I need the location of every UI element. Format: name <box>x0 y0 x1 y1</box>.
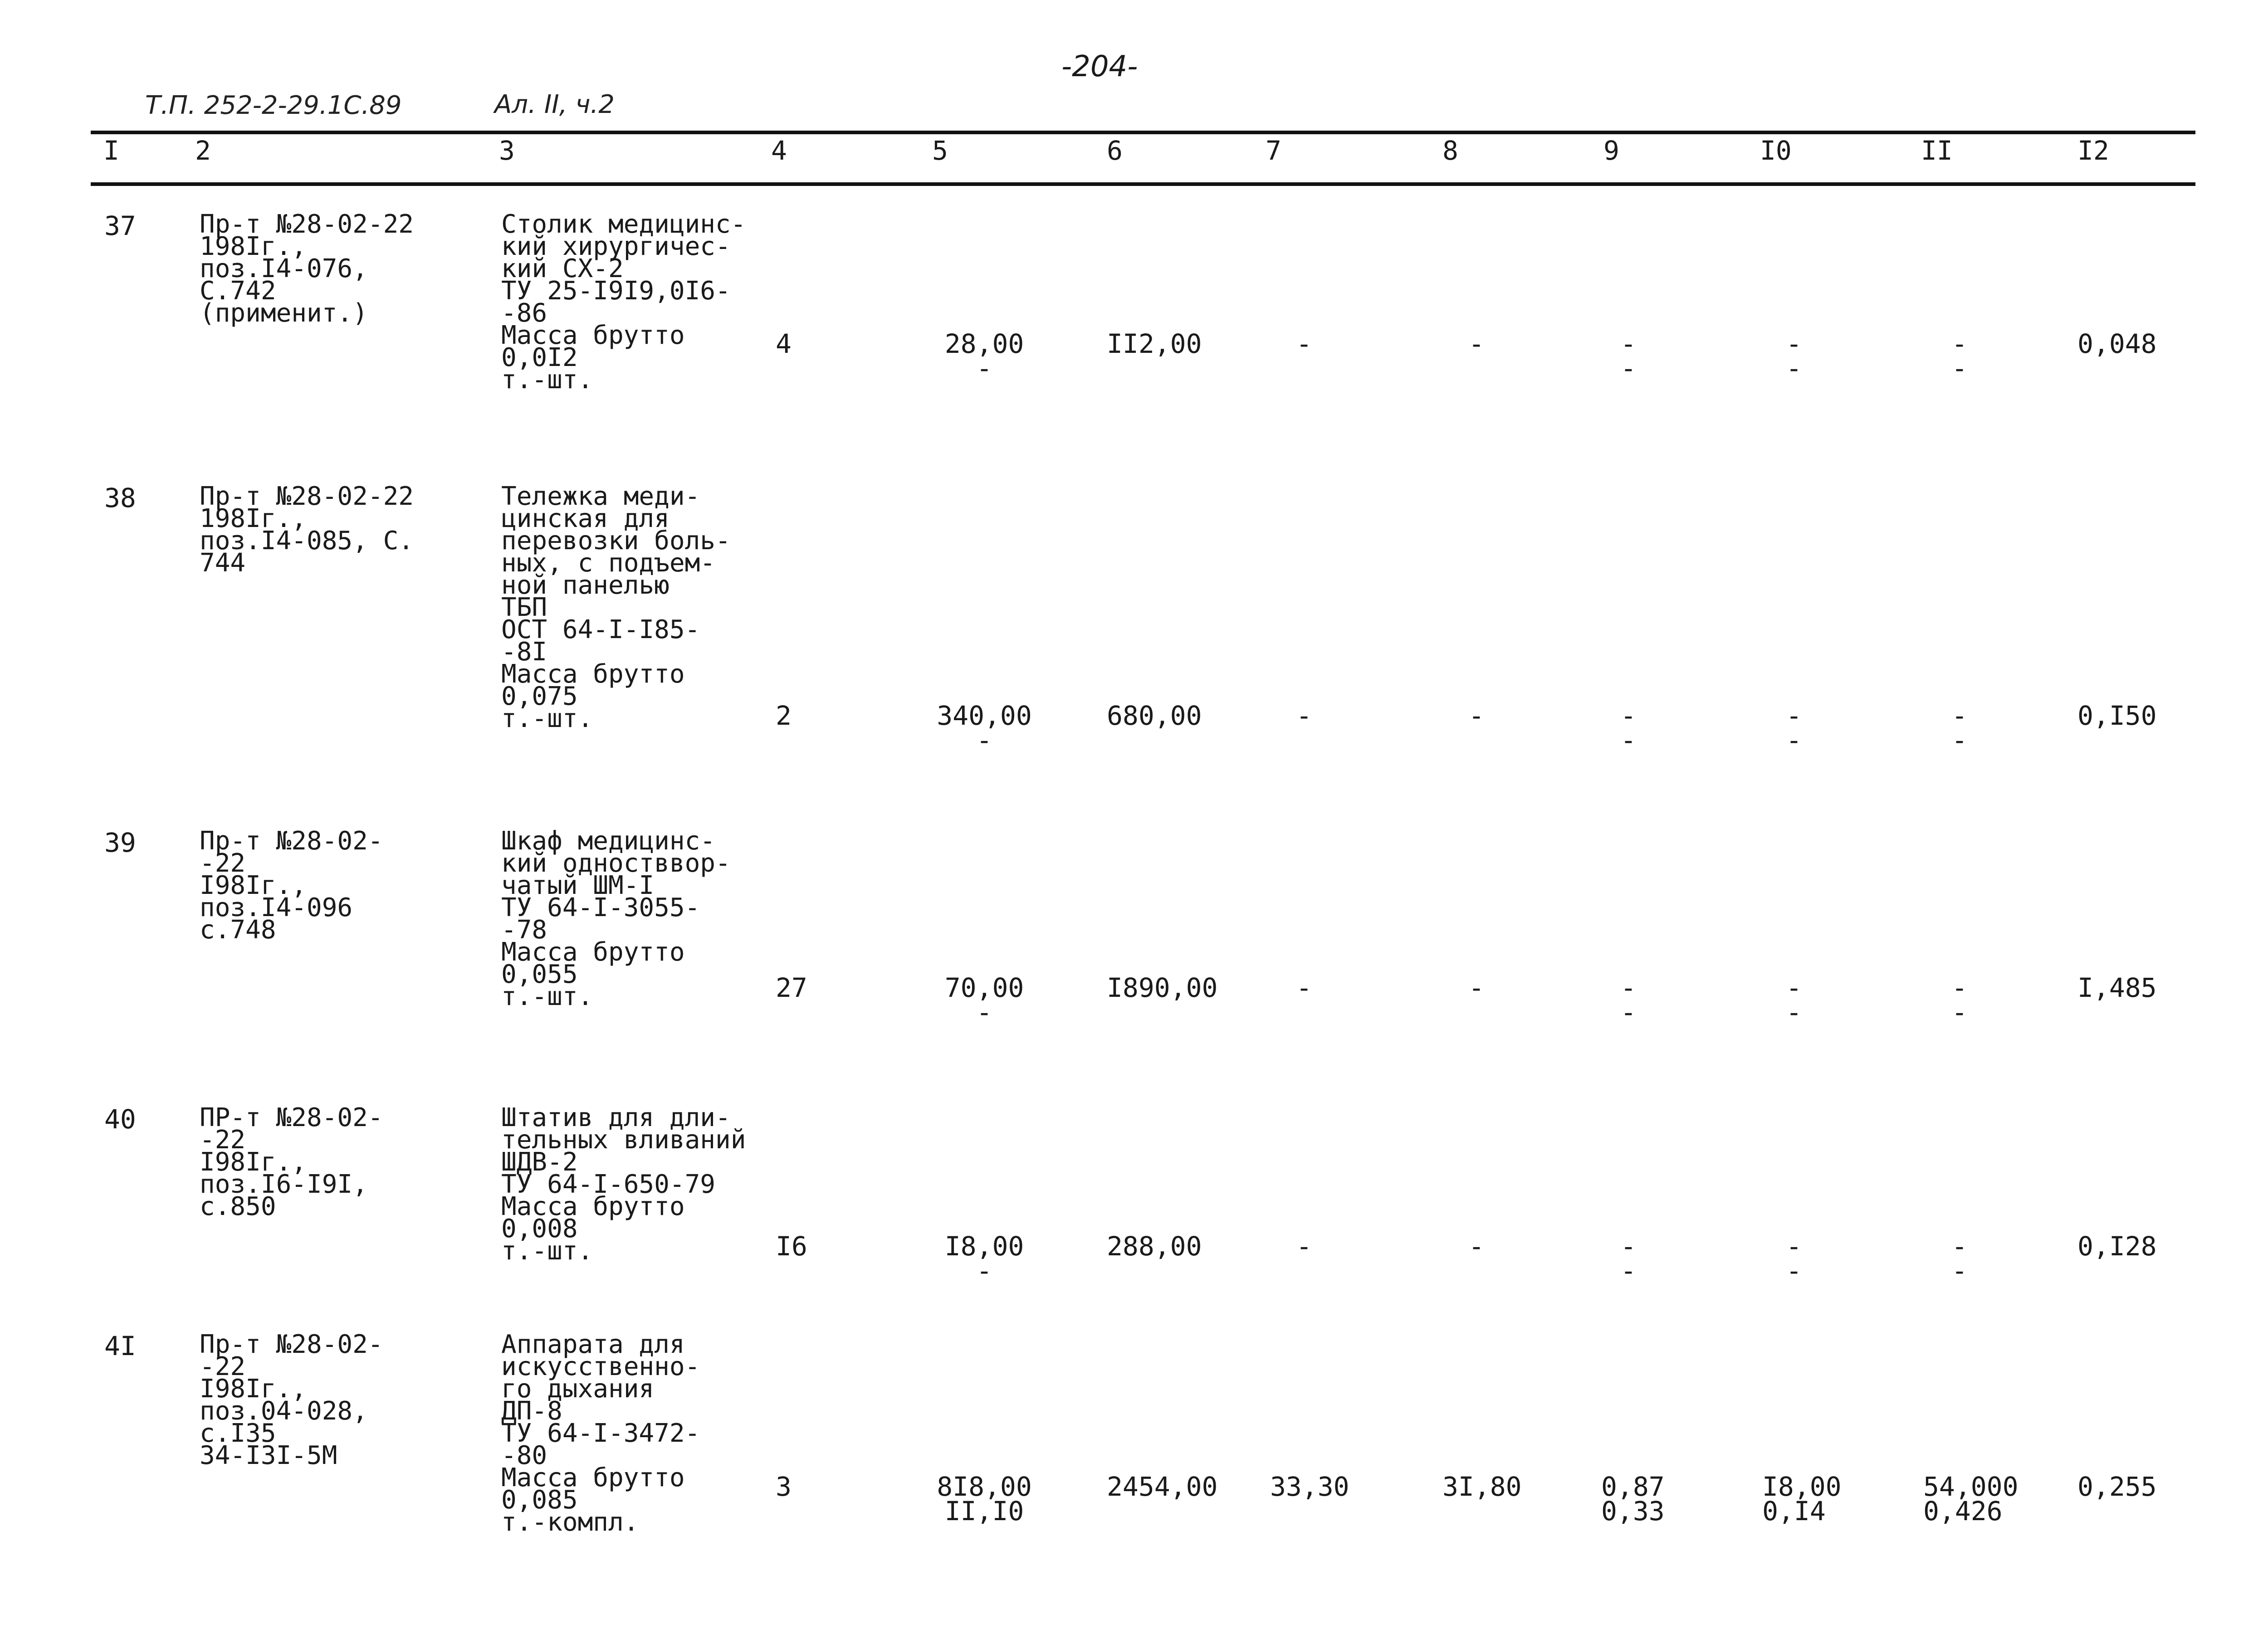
album-reference: Ал. II, ч.2 <box>494 90 615 119</box>
item-name-line: т.-шт. <box>501 982 593 1011</box>
item-name-line: -78 <box>501 915 547 945</box>
value-c8: - <box>1468 1231 1485 1262</box>
item-name-line: т.-компл. <box>501 1507 639 1537</box>
value-c9: - <box>1620 725 1637 756</box>
source-line: I98Iг., <box>200 871 307 900</box>
value-c5: - <box>976 1255 992 1286</box>
source-line: поз.04-028, <box>200 1396 368 1426</box>
item-name-line: Масса брутто <box>501 1192 685 1221</box>
value-c5: 28,00 <box>944 328 1024 359</box>
item-name-line: -80 <box>501 1441 547 1470</box>
source-line: поз.I4-085, С. <box>200 526 414 556</box>
item-name-line: ной панелью <box>501 571 670 600</box>
value-c11: 0,426 <box>1923 1496 2003 1527</box>
value-c9: - <box>1620 1231 1637 1262</box>
value-c11: - <box>1951 353 1968 384</box>
value-c5: - <box>976 997 992 1028</box>
value-c10: - <box>1786 1231 1802 1262</box>
value-c7: - <box>1296 328 1312 359</box>
value-c5: II,I0 <box>944 1496 1024 1527</box>
value-c6: 2454,00 <box>1107 1471 1218 1502</box>
item-name-line: ных, с подъем- <box>501 548 716 578</box>
value-c9: - <box>1620 1255 1637 1286</box>
item-name-line: кий одностввор- <box>501 849 731 878</box>
item-name-line: ТУ 64-I-3055- <box>501 893 700 922</box>
item-name-line: Шкаф медицинс- <box>501 826 716 856</box>
source-line: Пр-т №28-02- <box>200 1330 383 1359</box>
source-line: поз.I4-096 <box>200 893 353 922</box>
value-c5: - <box>976 353 992 384</box>
item-name-line: 0,0I2 <box>501 343 578 372</box>
value-c6: II2,00 <box>1107 328 1202 359</box>
item-name-line: цинская для <box>501 504 670 533</box>
column-header-3: 3 <box>499 135 515 166</box>
value-c8: - <box>1468 700 1485 731</box>
value-c9: - <box>1620 353 1637 384</box>
column-header-4: 4 <box>771 135 787 166</box>
item-name-line: искусственно- <box>501 1352 700 1381</box>
source-line: ПР-т №28-02- <box>200 1103 383 1132</box>
header-top-rule <box>91 131 2195 134</box>
item-name-line: кий хирургичес- <box>501 232 731 261</box>
value-c10: - <box>1786 328 1802 359</box>
item-name-line: ТУ 64-I-3472- <box>501 1419 700 1448</box>
value-c10: - <box>1786 1255 1802 1286</box>
value-c7: - <box>1296 700 1312 731</box>
value-c12: 0,I28 <box>2077 1231 2157 1262</box>
source-line: -22 <box>200 1125 246 1155</box>
value-c5: 70,00 <box>944 972 1024 1003</box>
value-c6: 680,00 <box>1107 700 1202 731</box>
source-line: -22 <box>200 1352 246 1381</box>
value-c5: 340,00 <box>937 700 1032 731</box>
item-name-line: ДП-8 <box>501 1396 562 1426</box>
value-c11: - <box>1951 1231 1968 1262</box>
item-name-line: т.-шт. <box>501 365 593 395</box>
value-c7: - <box>1296 972 1312 1003</box>
value-c5: - <box>976 725 992 756</box>
header-bottom-rule <box>91 182 2195 186</box>
value-c10: I8,00 <box>1762 1471 1842 1502</box>
value-c10: - <box>1786 700 1802 731</box>
item-name-line: ШДВ-2 <box>501 1147 578 1177</box>
value-c11: - <box>1951 700 1968 731</box>
source-line: с.748 <box>200 915 276 945</box>
value-c11: 54,000 <box>1923 1471 2019 1502</box>
value-c10: - <box>1786 997 1802 1028</box>
page-number: -204- <box>1061 50 1138 83</box>
row-number: 40 <box>104 1104 136 1135</box>
quantity: 27 <box>776 972 807 1003</box>
value-c11: - <box>1951 725 1968 756</box>
item-name-line: т.-шт. <box>501 704 593 733</box>
item-name-line: го дыхания <box>501 1374 655 1404</box>
value-c9: 0,33 <box>1601 1496 1665 1527</box>
source-line: поз.I6-I9I, <box>200 1170 368 1199</box>
item-name-line: Аппарата для <box>501 1330 685 1359</box>
column-header-12: I2 <box>2077 135 2109 166</box>
source-line: I98Iг., <box>200 1374 307 1404</box>
value-c10: - <box>1786 353 1802 384</box>
item-name-line: перевозки боль- <box>501 526 731 556</box>
item-name-line: ТУ 64-I-650-79 <box>501 1170 716 1199</box>
source-line: Пр-т №28-02-22 <box>200 210 414 239</box>
item-name-line: Столик медицинс- <box>501 210 746 239</box>
item-name-line: кий СХ-2 <box>501 254 624 283</box>
value-c6: I890,00 <box>1107 972 1218 1003</box>
value-c8: 3I,80 <box>1442 1471 1522 1502</box>
item-name-line: 0,008 <box>501 1214 578 1244</box>
item-name-line: ОСТ 64-I-I85- <box>501 615 700 644</box>
row-number: 37 <box>104 210 136 241</box>
quantity: 3 <box>776 1471 792 1502</box>
value-c11: - <box>1951 1255 1968 1286</box>
column-header-10: I0 <box>1760 135 1792 166</box>
quantity: 4 <box>776 328 792 359</box>
column-header-8: 8 <box>1442 135 1458 166</box>
value-c11: - <box>1951 997 1968 1028</box>
quantity: 2 <box>776 700 792 731</box>
source-line: -22 <box>200 849 246 878</box>
item-name-line: Масса брутто <box>501 937 685 967</box>
source-line: I98Iг., <box>200 1147 307 1177</box>
item-name-line: чатый ШМ-I <box>501 871 655 900</box>
value-c10: - <box>1786 725 1802 756</box>
value-c6: 288,00 <box>1107 1231 1202 1262</box>
value-c12: 0,255 <box>2077 1471 2157 1502</box>
value-c12: 0,I50 <box>2077 700 2157 731</box>
source-line: поз.I4-076, <box>200 254 368 283</box>
value-c7: - <box>1296 1231 1312 1262</box>
item-name-line: Тележка меди- <box>501 482 700 511</box>
source-line: с.I35 <box>200 1419 276 1448</box>
item-name-line: -86 <box>501 298 547 328</box>
value-c12: I,485 <box>2077 972 2157 1003</box>
column-header-11: II <box>1921 135 1953 166</box>
quantity: I6 <box>776 1231 807 1262</box>
value-c11: - <box>1951 328 1968 359</box>
source-line: с.850 <box>200 1192 276 1221</box>
value-c8: - <box>1468 972 1485 1003</box>
item-name-line: ТБП <box>501 593 547 622</box>
value-c9: - <box>1620 997 1637 1028</box>
item-name-line: Масса брутто <box>501 1463 685 1493</box>
source-line: 198Iг., <box>200 504 307 533</box>
value-c9: - <box>1620 972 1637 1003</box>
value-c5: I8,00 <box>944 1231 1024 1262</box>
item-name-line: тельных вливаний <box>501 1125 746 1155</box>
value-c12: 0,048 <box>2077 328 2157 359</box>
row-number: 38 <box>104 483 136 513</box>
column-header-5: 5 <box>932 135 948 166</box>
column-header-6: 6 <box>1107 135 1123 166</box>
source-line: Пр-т №28-02-22 <box>200 482 414 511</box>
row-number: 4I <box>104 1331 136 1361</box>
item-name-line: Штатив для дли- <box>501 1103 731 1132</box>
source-line: (применит.) <box>200 298 368 328</box>
item-name-line: -8I <box>501 637 547 667</box>
row-number: 39 <box>104 827 136 858</box>
value-c9: - <box>1620 700 1637 731</box>
source-line: 198Iг., <box>200 232 307 261</box>
value-c9: 0,87 <box>1601 1471 1665 1502</box>
item-name-line: Масса брутто <box>501 659 685 689</box>
item-name-line: 0,075 <box>501 682 578 711</box>
column-header-1: I <box>103 135 119 166</box>
value-c5: 8I8,00 <box>937 1471 1032 1502</box>
column-header-9: 9 <box>1603 135 1619 166</box>
item-name-line: 0,055 <box>501 960 578 989</box>
project-code: Т.П. 252-2-29.1С.89 <box>145 91 402 120</box>
item-name-line: т.-шт. <box>501 1236 593 1266</box>
value-c11: - <box>1951 972 1968 1003</box>
column-header-2: 2 <box>195 135 211 166</box>
source-line: С.742 <box>200 276 276 306</box>
column-header-7: 7 <box>1266 135 1281 166</box>
item-name-line: ТУ 25-I9I9,0I6- <box>501 276 731 306</box>
item-name-line: Масса брутто <box>501 321 685 350</box>
source-line: 744 <box>200 548 246 578</box>
item-name-line: 0,085 <box>501 1485 578 1515</box>
value-c7: 33,30 <box>1270 1471 1349 1502</box>
value-c10: - <box>1786 972 1802 1003</box>
source-line: 34-I3I-5М <box>200 1441 337 1470</box>
value-c10: 0,I4 <box>1762 1496 1826 1527</box>
value-c8: - <box>1468 328 1485 359</box>
value-c9: - <box>1620 328 1637 359</box>
source-line: Пр-т №28-02- <box>200 826 383 856</box>
